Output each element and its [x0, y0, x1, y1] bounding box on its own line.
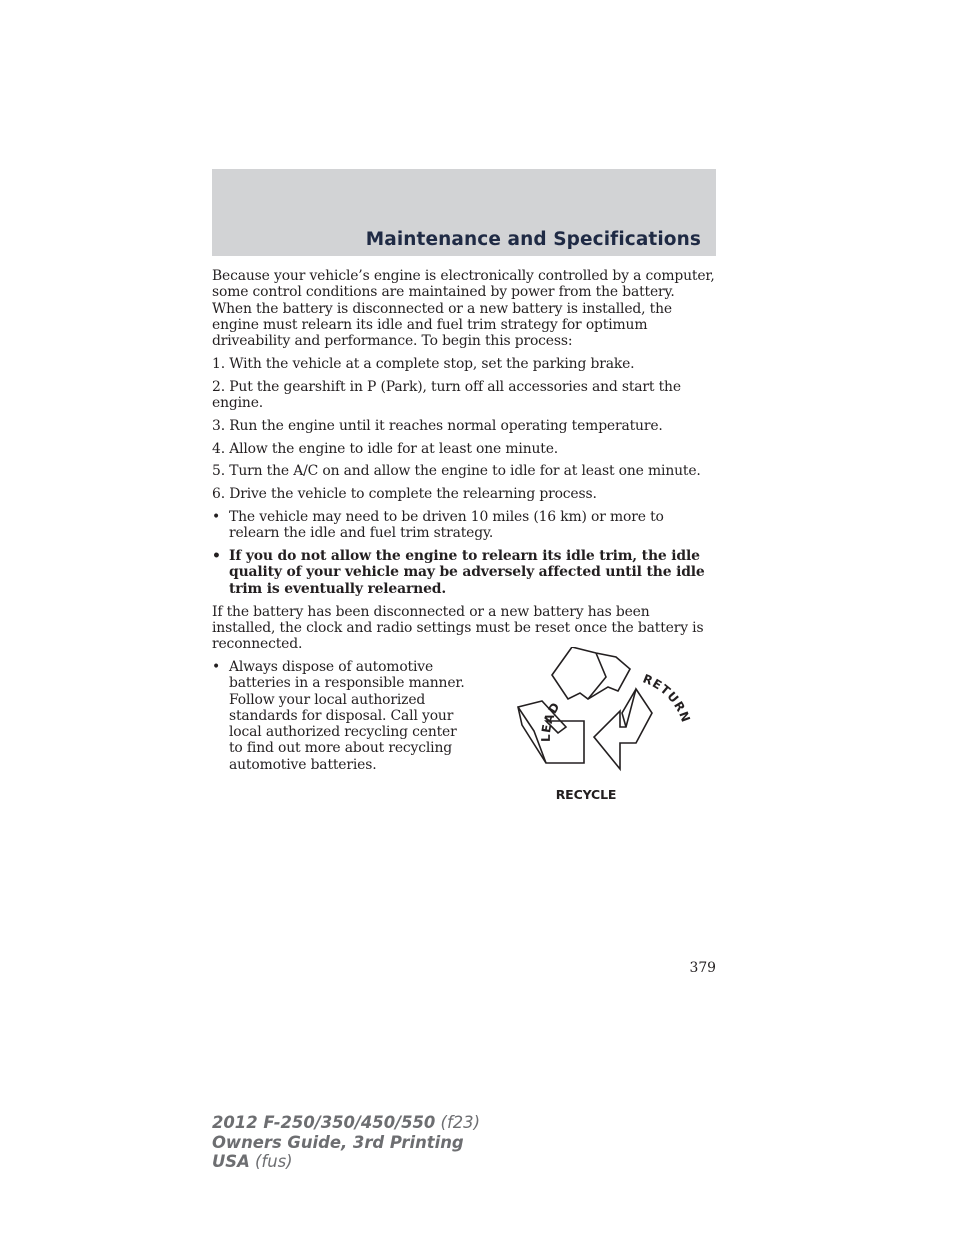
bullet-idle-trim-warning — [212, 548, 716, 597]
logo-label-return: RETURN — [640, 671, 694, 725]
bullet-battery-disposal — [212, 659, 467, 773]
footer-guide-edition: Owners Guide, 3rd Printing — [212, 1132, 464, 1152]
document-footer — [212, 1113, 480, 1172]
step-4: 4. Allow the engine to idle for at least one minute. — [212, 440, 559, 457]
step-1: 1. With the vehicle at a complete stop, set the parking brake. — [212, 355, 635, 372]
step-6: 6. Drive the vehicle to complete the relearning process. — [212, 486, 597, 503]
bullet-relearn-distance — [212, 509, 716, 542]
bullet-text: The vehicle may need to be driven 10 miles (16 km) or more to relearn the idle and fuel trim strategy. — [229, 509, 664, 542]
page-number: 379 — [689, 960, 716, 976]
footer-model: 2012 F-250/350/450/550 — [212, 1113, 436, 1132]
footer-model-code: (f23) — [440, 1113, 480, 1132]
footer-market: USA — [212, 1152, 250, 1171]
disposal-section — [212, 659, 716, 839]
footer-line-2 — [212, 1133, 480, 1153]
page-content — [212, 268, 716, 839]
bullet-dot: • — [212, 548, 221, 565]
logo-label-recycle: RECYCLE — [555, 786, 617, 802]
bullet-dot: • — [212, 509, 221, 526]
recycle-arrow-top — [552, 647, 630, 699]
section-title: Maintenance and Specifications — [365, 229, 701, 250]
bullet-dot: • — [212, 658, 221, 675]
intro-paragraph: Because your vehicle’s engine is electronically controlled by a computer, some control conditions are maintained by power from the battery. When the battery is disconnected or a new battery is installed, the engine must relearn its idle and fuel trim strategy for optimum driveability and performance. To begin this process: — [212, 268, 715, 350]
step-2: 2. Put the gearshift in P (Park), turn off all accessories and start the engine. — [212, 378, 681, 412]
logo-label-lead: LEAD — [538, 699, 563, 742]
footer-market-code: (fus) — [255, 1152, 293, 1171]
section-header-band — [212, 169, 716, 256]
bullet-text: Always dispose of automotive batteries in a responsible manner. Follow your local authorized standards for disposal. Call your local authorized recycling center to find out more about recycling automotive batteries. — [229, 658, 465, 773]
lead-recycle-logo-icon — [502, 647, 702, 822]
step-5: 5. Turn the A/C on and allow the engine to idle for at least one minute. — [212, 463, 701, 480]
footer-line-1 — [212, 1113, 480, 1133]
recycle-arrow-right — [594, 689, 652, 769]
reset-note-paragraph: If the battery has been disconnected or a new battery has been installed, the clock and radio settings must be reset once the battery is reconnected. — [212, 603, 704, 653]
footer-line-3 — [212, 1152, 480, 1172]
step-3: 3. Run the engine until it reaches normal operating temperature. — [212, 417, 663, 434]
bullet-text: If you do not allow the engine to relearn its idle trim, the idle quality of your vehicle may be adversely affected until the idle trim is eventually relearned. — [229, 548, 705, 597]
